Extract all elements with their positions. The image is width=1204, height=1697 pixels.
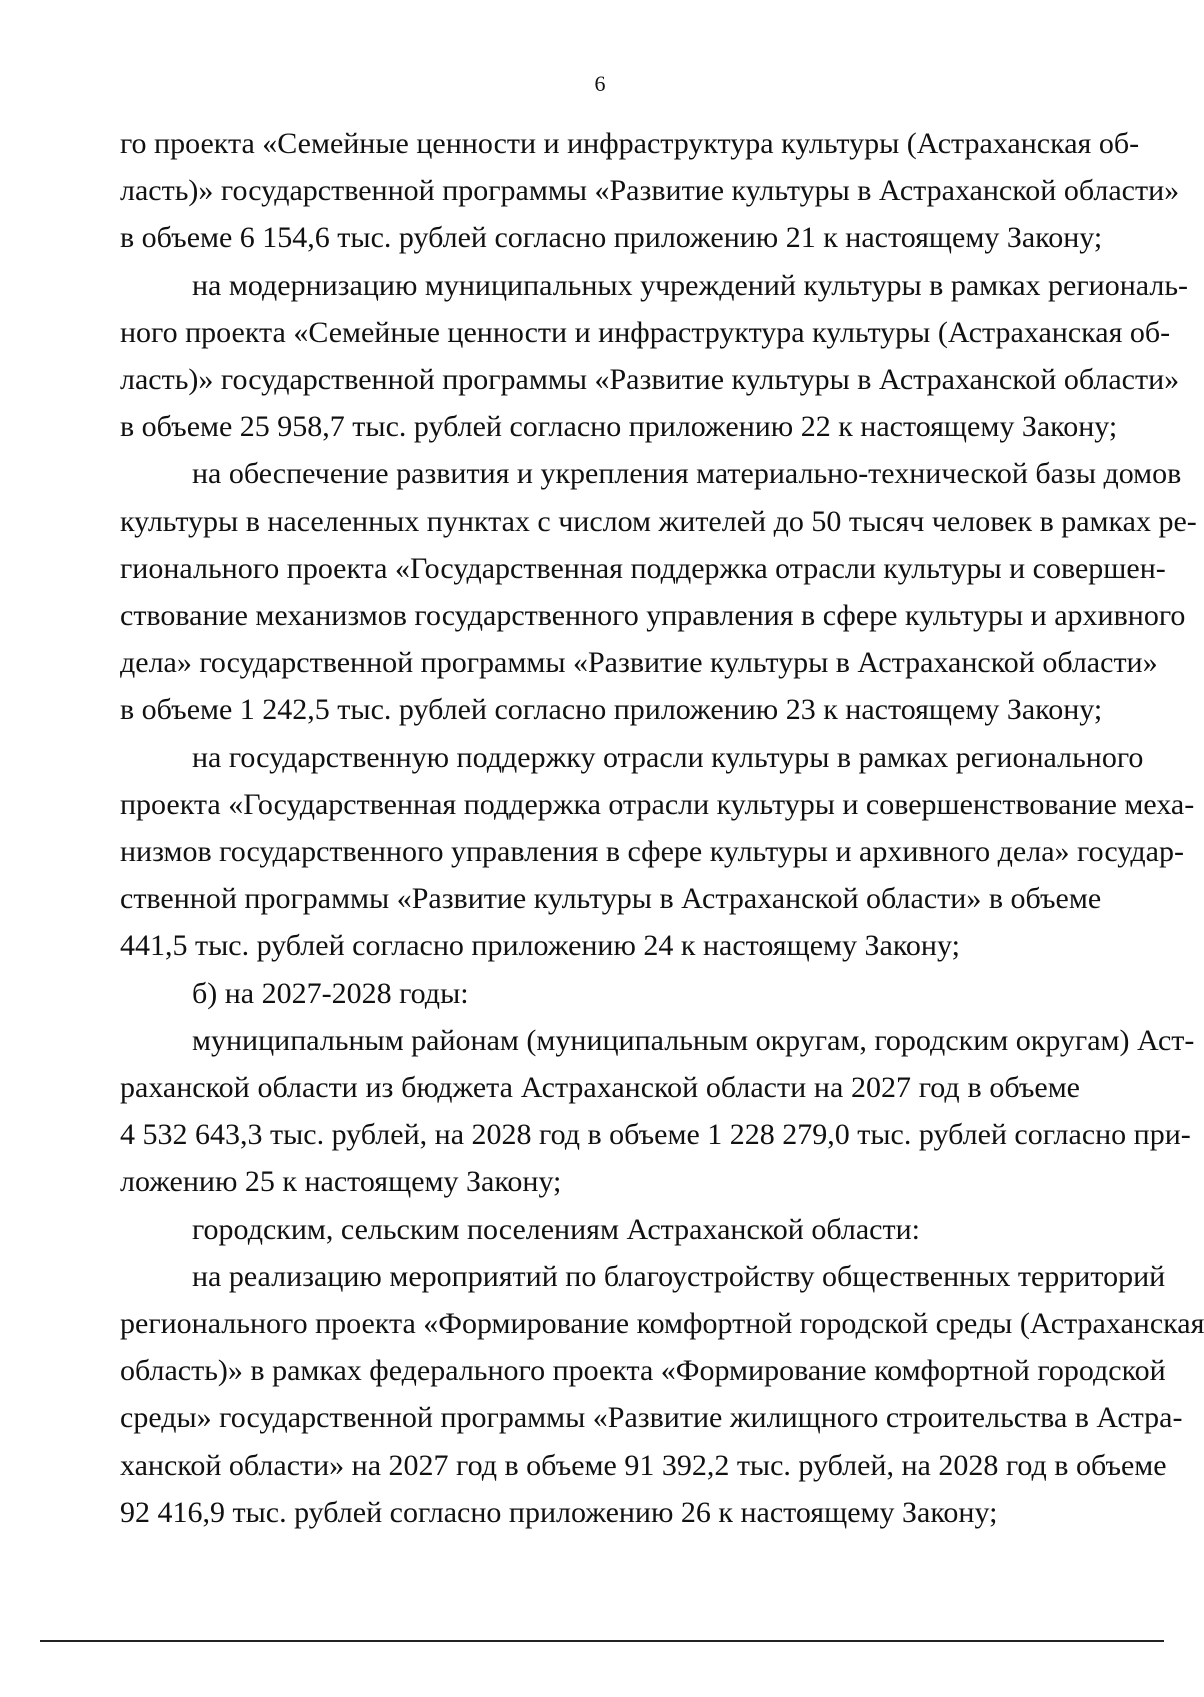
footer-rule bbox=[40, 1640, 1164, 1642]
text-line: 4 532 643,3 тыс. рублей, на 2028 год в объеме 1 228 279,0 тыс. рублей согласно при- bbox=[120, 1118, 1191, 1152]
text-line: низмов государственного управления в сфере культуры и архивного дела» государ- bbox=[120, 835, 1184, 869]
text-line: городским, сельским поселениям Астраханской области: bbox=[192, 1212, 920, 1246]
text-line: б) на 2027-2028 годы: bbox=[192, 976, 469, 1010]
text-line: дела» государственной программы «Развитие культуры в Астраханской области» bbox=[120, 646, 1158, 680]
text-line: на реализацию мероприятий по благоустройству общественных территорий bbox=[192, 1259, 1166, 1293]
paragraph-culture-support bbox=[120, 734, 1195, 970]
text-line: проекта «Государственная поддержка отрасли культуры и совершенствование меха- bbox=[120, 787, 1195, 821]
text-line: ствование механизмов государственного управления в сфере культуры и архивного bbox=[120, 599, 1186, 633]
text-line: в объеме 6 154,6 тыс. рублей согласно приложению 21 к настоящему Закону; bbox=[120, 221, 1103, 255]
text-line: раханской области из бюджета Астраханской области на 2027 год в объеме bbox=[120, 1071, 1080, 1105]
text-line: ложению 25 к настоящему Закону; bbox=[120, 1165, 562, 1199]
text-line: 92 416,9 тыс. рублей согласно приложению 26 к настоящему Закону; bbox=[120, 1495, 998, 1529]
text-line: на государственную поддержку отрасли культуры в рамках регионального bbox=[192, 740, 1144, 774]
paragraph-culture-modernization bbox=[120, 262, 1189, 451]
text-line: ласть)» государственной программы «Развитие культуры в Астраханской области» bbox=[120, 174, 1180, 208]
paragraph-years-heading bbox=[120, 970, 1080, 1017]
text-line: культуры в населенных пунктах с числом жителей до 50 тысяч человек в рамках ре- bbox=[120, 504, 1197, 538]
text-line: на модернизацию муниципальных учреждений культуры в рамках региональ- bbox=[192, 268, 1189, 302]
text-line: область)» в рамках федерального проекта «Формирование комфортной городской bbox=[120, 1354, 1166, 1388]
text-line: ного проекта «Семейные ценности и инфраструктура культуры (Астраханская об- bbox=[120, 315, 1171, 349]
text-line: в объеме 25 958,7 тыс. рублей согласно приложению 22 к настоящему Закону; bbox=[120, 410, 1118, 444]
paragraph-continuation bbox=[120, 120, 1180, 262]
text-line: ласть)» государственной программы «Развитие культуры в Астраханской области» bbox=[120, 363, 1180, 397]
paragraph-settlements-heading bbox=[120, 1206, 1080, 1253]
text-line: 441,5 тыс. рублей согласно приложению 24 к настоящему Закону; bbox=[120, 929, 960, 963]
text-line: в объеме 1 242,5 тыс. рублей согласно приложению 23 к настоящему Закону; bbox=[120, 693, 1103, 727]
text-line: гионального проекта «Государственная поддержка отрасли культуры и совершен- bbox=[120, 551, 1166, 585]
text-line: на обеспечение развития и укрепления материально-технической базы домов bbox=[192, 457, 1182, 491]
text-line: регионального проекта «Формирование комфортной городской среды (Астраханская bbox=[120, 1307, 1204, 1341]
document-body bbox=[120, 120, 1204, 1536]
paragraph-culture-houses bbox=[120, 450, 1197, 733]
paragraph-municipal-districts bbox=[120, 1017, 1195, 1206]
text-line: ственной программы «Развитие культуры в Астраханской области» в объеме bbox=[120, 882, 1102, 916]
text-line: среды» государственной программы «Развитие жилищного строительства в Астра- bbox=[120, 1401, 1183, 1435]
paragraph-urban-environment bbox=[120, 1253, 1204, 1536]
page-number: 6 bbox=[594, 71, 606, 96]
text-line: ханской области» на 2027 год в объеме 91 392,2 тыс. рублей, на 2028 год в объеме bbox=[120, 1448, 1167, 1482]
text-line: го проекта «Семейные ценности и инфраструктура культуры (Астраханская об- bbox=[120, 127, 1140, 160]
text-line: муниципальным районам (муниципальным округам, городским округам) Аст- bbox=[192, 1023, 1195, 1057]
